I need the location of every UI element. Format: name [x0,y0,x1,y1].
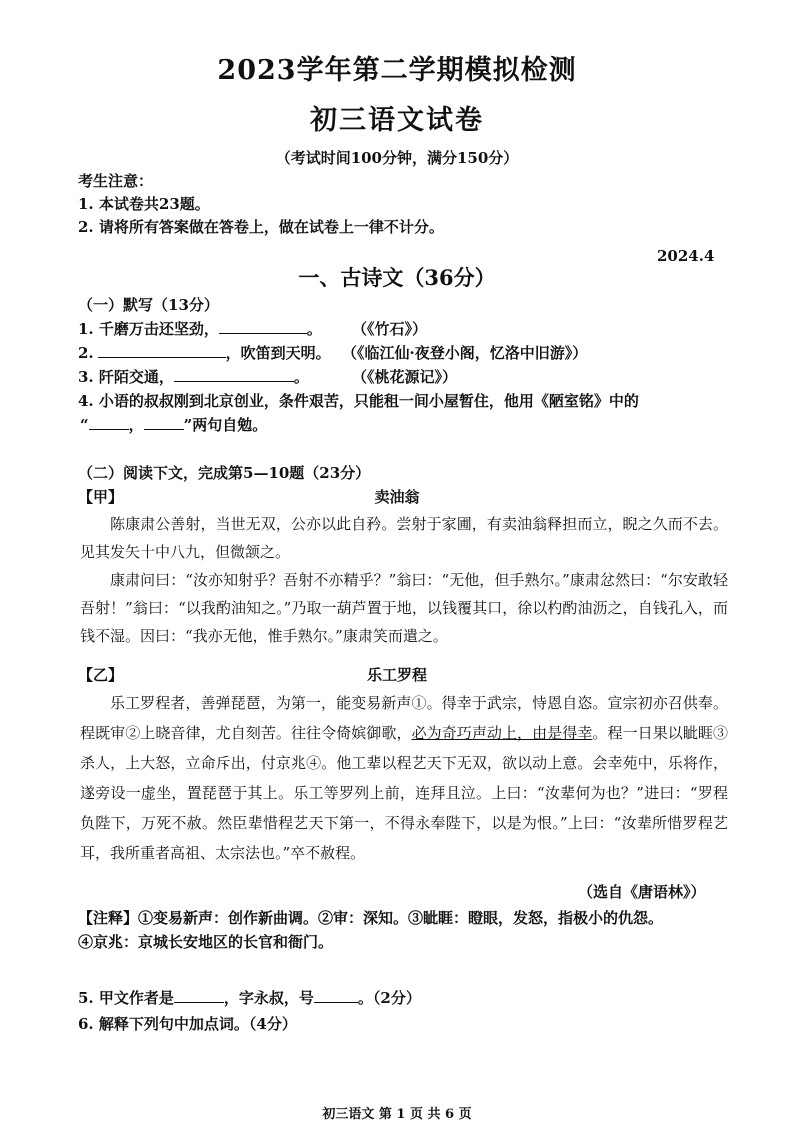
open-quote: “ [80,416,89,434]
question-1 [78,318,322,339]
passage-jia-paragraph-2: 康肃问曰：“汝亦知射乎？吾射不亦精乎？”翁曰：“无他，但手熟尔。”康肃忿然曰：“尔安敢轻吾射！”翁曰：“以我酌油知之。”乃取一葫芦置于地，以钱覆其口，徐以杓酌油沥之，自钱孔入，而钱不湿。因曰：“我亦无他，惟手熟尔。”康肃笑而遣之。 [80,571,728,645]
exam-date: 2024.4 [657,247,715,265]
question-5-mid: ，字永叔，号 [223,989,314,1007]
note-line-2: ④京兆：京城长安地区的长官和衙门。 [78,933,334,951]
exam-subtitle: （考试时间100分钟，满分150分） [275,149,519,167]
passage-yi-underlined-sentence: 必为奇巧声动上，由是得幸 [411,724,593,742]
comma: ， [128,416,144,434]
page-footer: 初三语文 第 1 页 共 6 页 [322,1107,472,1122]
question-3-text: 3. 阡陌交通， [78,368,174,386]
section-title: 一、古诗文（36分） [298,265,496,290]
notice-item-1: 1. 本试卷共23题。 [78,195,210,213]
part2-title: （二）阅读下文，完成第5—10题（23分） [78,464,371,482]
answer-blank [314,988,358,1003]
notice-item-2: 2. 请将所有答案做在答卷上，做在试卷上一律不计分。 [78,218,444,236]
question-5-end: 。（2分） [357,989,421,1007]
passage-yi-label: 【乙】 [78,666,124,684]
question-2-source: （《临江仙·夜登小阁，忆洛中旧游》） [342,344,588,362]
part1-title: （一）默写（13分） [78,296,219,314]
question-4-line2 [80,414,267,435]
question-2 [78,342,331,363]
passage-yi-paragraph [80,688,728,868]
answer-blank [98,343,226,358]
answer-blank [174,367,294,382]
question-5-text: 5. 甲文作者是 [78,989,174,1007]
question-3-end: 。 [293,368,309,386]
answer-blank [144,415,184,430]
question-3 [78,366,309,387]
question-3-source: （《桃花源记》） [352,368,458,386]
passage-jia-label: 【甲】 [78,488,124,506]
question-1-text: 1. 千磨万击还坚劲， [78,320,219,338]
passage-yi-text-a: 乐工罗程者，善弹琵琶，为第一，能变易新声①。得幸于武宗，恃恩自恣。宣宗初亦召供奉。程既审②上晓音律，尤自刻苦。往往令倚嫔御歌， [80,694,728,742]
exam-title: 2023学年第二学期模拟检测 [217,55,577,86]
question-2-number: 2. [78,344,94,362]
question-1-end: 。 [306,320,322,338]
passage-yi-text-b: 。程一日果以眦睚③杀人，上大怒，立命斥出，付京兆④。他工辈以程艺天下无双，欲以动上意。会幸苑中，乐将作，遂旁设一虚坐，置琵琶于其上。乐工等罗列上前，连拜且泣。上曰：“汝辈何为也？”进曰：“罗程负陛下，万死不赦。然臣辈惜程艺天下第一，不得永奉陛下，以是为恨。”上曰：“汝辈所惜罗程艺耳，我所重者高祖、太宗法也。”卒不赦程。 [80,724,728,862]
question-4-end: ”两句自勉。 [183,416,268,434]
answer-blank [219,319,307,334]
exam-name: 初三语文试卷 [310,105,484,136]
answer-blank [174,988,224,1003]
question-2-text: ，吹笛到天明。 [225,344,331,362]
notice-label: 考生注意： [78,172,154,190]
note-line-1: 【注释】①变易新声：创作新曲调。②审：深知。③眦睚：瞪眼，发怒，指极小的仇怨。 [78,909,664,927]
question-4-line1: 4. 小语的叔叔刚到北京创业，条件艰苦，只能租一间小屋暂住，他用《陋室铭》中的 [78,392,639,410]
answer-blank [89,415,129,430]
passage-yi-source: （选自《唐语林》） [578,883,706,901]
passage-jia-paragraph-1: 陈康肃公善射，当世无双，公亦以此自矜。尝射于家圃，有卖油翁释担而立，睨之久而不去。见其发矢十中八九，但微颔之。 [80,515,728,561]
question-6: 6. 解释下列句中加点词。（4分） [78,1015,297,1033]
passage-yi-title: 乐工罗程 [366,666,427,684]
question-1-source: （《竹石》） [352,320,428,338]
passage-jia-title: 卖油翁 [374,488,420,506]
question-5 [78,987,421,1008]
